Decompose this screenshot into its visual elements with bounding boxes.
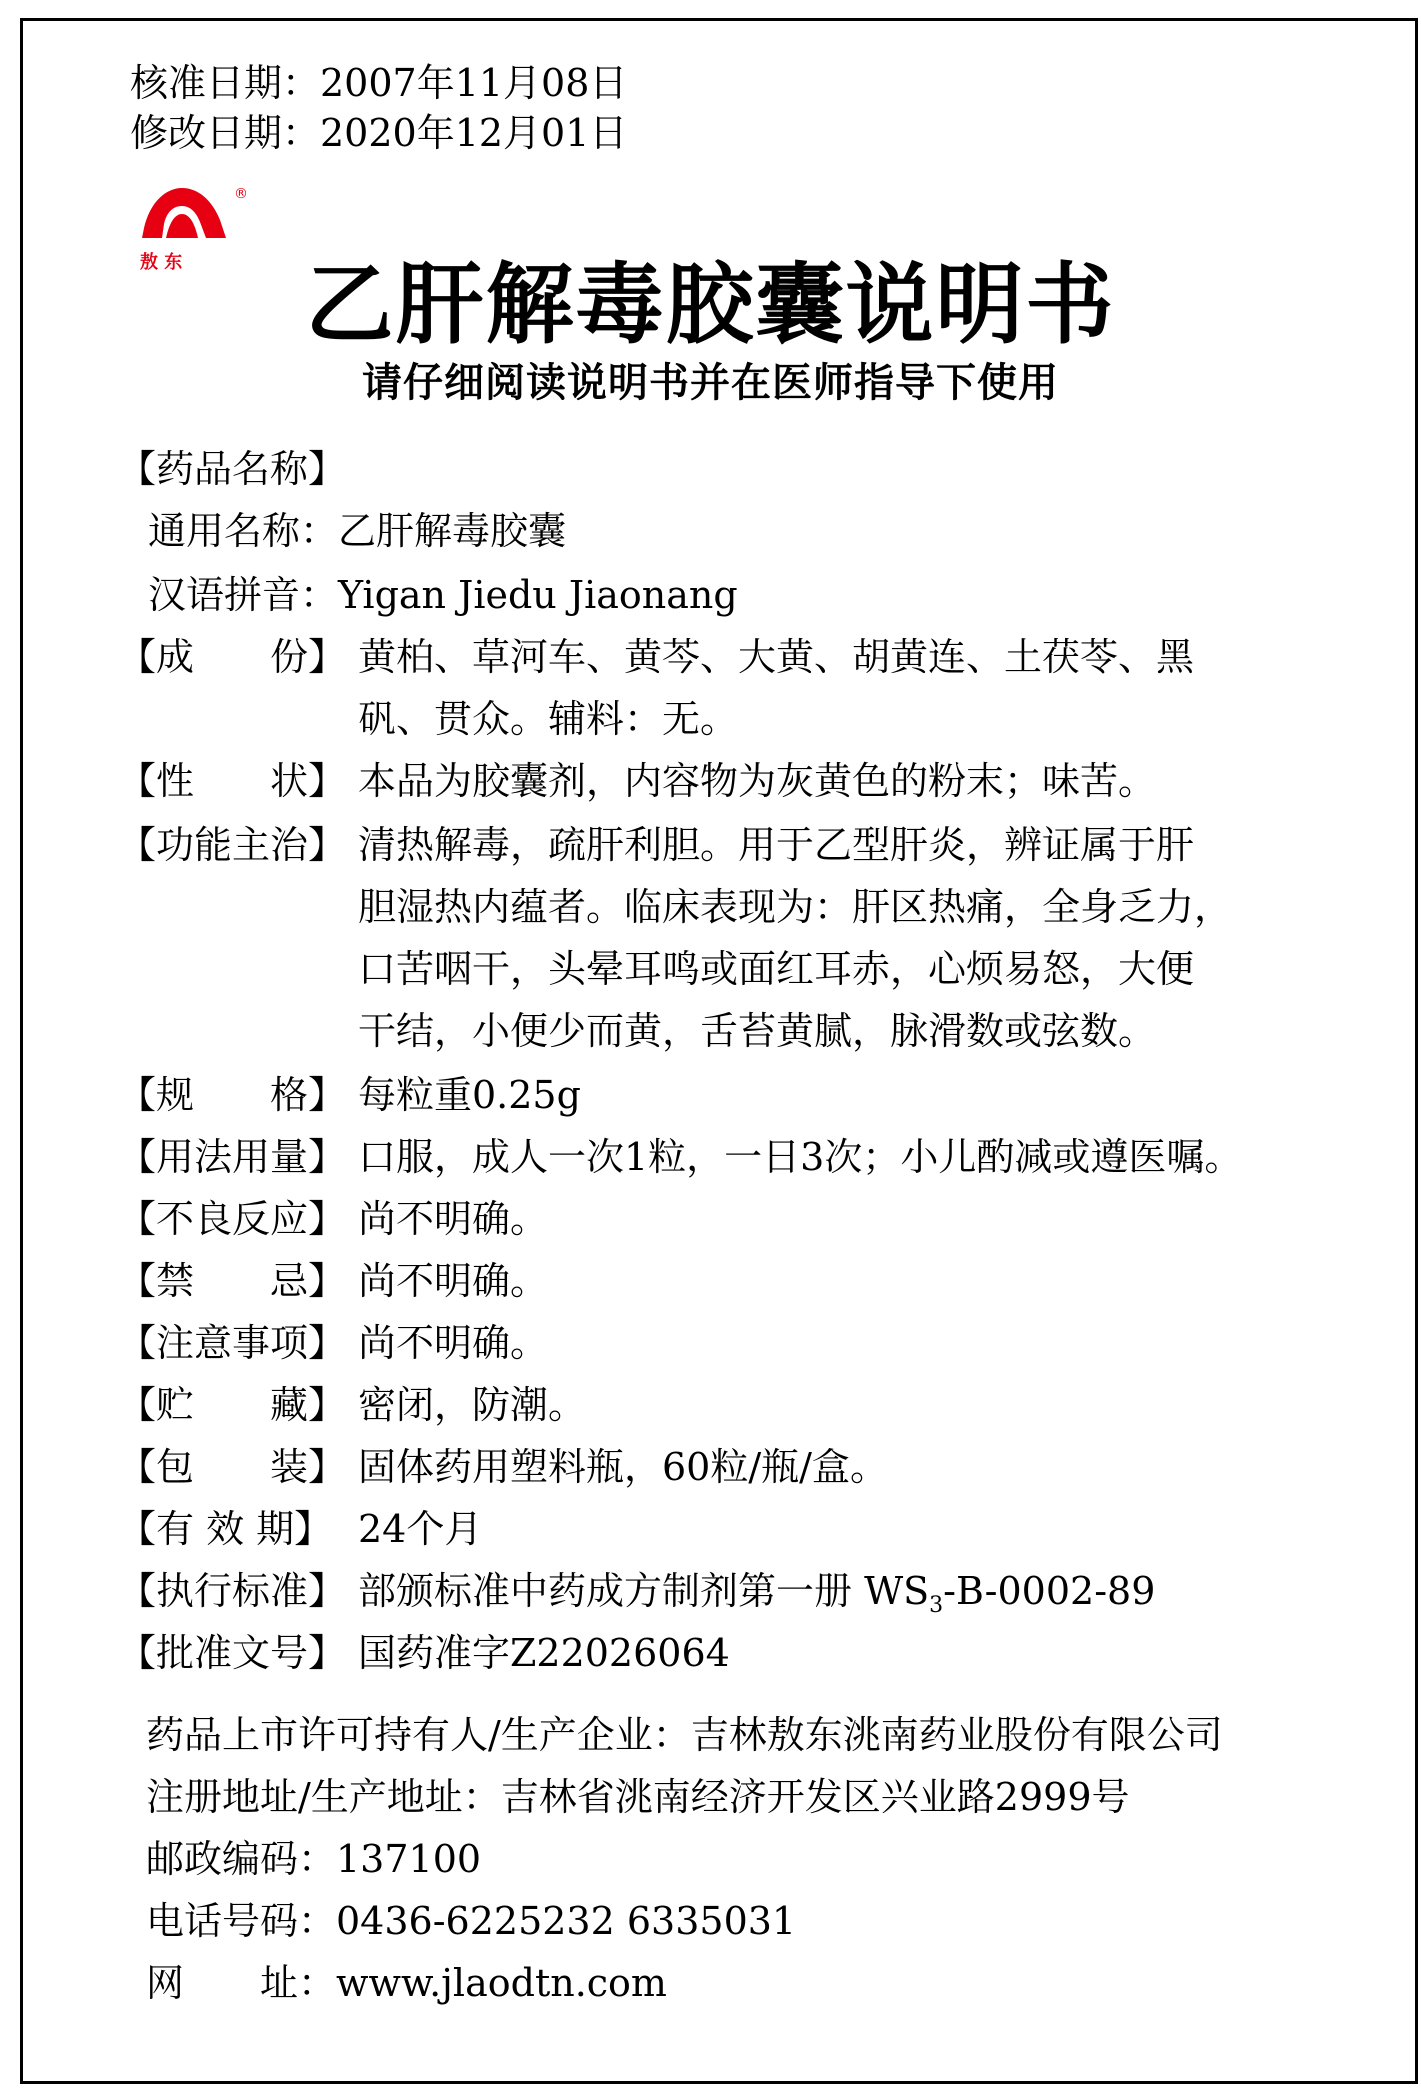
validity-value: 24个月 <box>358 1507 483 1551</box>
standard-subscript: 3 <box>929 1593 944 1618</box>
storage-label: 【贮 藏】 <box>118 1383 347 1427</box>
logo-text: 敖 东 <box>140 252 183 273</box>
company-phone: 电话号码：0436-6225232 6335031 <box>146 1899 797 1943</box>
indications-value <box>358 814 1418 1062</box>
properties-value: 本品为胶囊剂，内容物为灰黄色的粉末；味苦。 <box>358 759 1157 803</box>
indications-line-3: 口苦咽干，头晕耳鸣或面红耳赤，心烦易怒，大便 <box>358 947 1195 991</box>
standard-suffix: -B-0002-89 <box>943 1569 1156 1613</box>
package-value: 固体药用塑料瓶，60粒/瓶/盒。 <box>358 1445 888 1489</box>
adverse-value: 尚不明确。 <box>358 1197 549 1241</box>
ingredients-value <box>358 626 1418 750</box>
indications-line-2: 胆湿热内蕴者。临床表现为：肝区热痛，全身乏力， <box>358 885 1233 929</box>
validity-label: 【有 效 期】 <box>118 1507 333 1551</box>
registered-mark: ® <box>234 186 248 202</box>
approval-number-label: 【批准文号】 <box>118 1631 347 1675</box>
precautions-label: 【注意事项】 <box>118 1321 347 1365</box>
properties-label: 【性 状】 <box>118 759 347 803</box>
approval-date: 核准日期：2007年11月08日 <box>130 61 628 105</box>
drug-name-label: 【药品名称】 <box>118 447 347 491</box>
indications-line-1: 清热解毒，疏肝利胆。用于乙型肝炎，辨证属于肝 <box>358 823 1195 867</box>
contraindications-label: 【禁 忌】 <box>118 1259 347 1303</box>
approval-number-value: 国药准字Z22026064 <box>358 1631 730 1675</box>
page-subtitle: 请仔细阅读说明书并在医师指导下使用 <box>362 360 1059 406</box>
package-label: 【包 装】 <box>118 1445 347 1489</box>
company-website: 网 址：www.jlaodtn.com <box>146 1961 667 2005</box>
adverse-label: 【不良反应】 <box>118 1197 347 1241</box>
dosage-label: 【用法用量】 <box>118 1135 347 1179</box>
dosage-value: 口服，成人一次1粒，一日3次；小儿酌减或遵医嘱。 <box>358 1135 1243 1179</box>
contraindications-value: 尚不明确。 <box>358 1259 549 1303</box>
generic-name: 通用名称：乙肝解毒胶囊 <box>148 509 567 553</box>
specification-label: 【规 格】 <box>118 1073 347 1117</box>
ingredients-label: 【成 份】 <box>118 635 347 679</box>
ingredients-line-1: 黄柏、草河车、黄芩、大黄、胡黄连、土茯苓、黑 <box>358 635 1195 679</box>
company-address: 注册地址/生产地址：吉林省洮南经济开发区兴业路2999号 <box>146 1775 1130 1819</box>
pinyin-name: 汉语拼音：Yigan Jiedu Jiaonang <box>148 573 738 617</box>
standard-label: 【执行标准】 <box>118 1569 347 1613</box>
ingredients-line-2: 矾、贯众。辅料：无。 <box>358 697 739 741</box>
standard-prefix: 部颁标准中药成方制剂第一册 WS <box>358 1569 930 1613</box>
indications-label: 【功能主治】 <box>118 823 347 867</box>
company-postcode: 邮政编码：137100 <box>146 1837 482 1881</box>
page-title: 乙肝解毒胶囊说明书 <box>305 253 1116 356</box>
revision-date: 修改日期：2020年12月01日 <box>130 111 628 155</box>
specification-value: 每粒重0.25g <box>358 1073 581 1117</box>
indications-line-4: 干结，小便少而黄，舌苔黄腻，脉滑数或弦数。 <box>358 1009 1157 1053</box>
company-holder: 药品上市许可持有人/生产企业：吉林敖东洮南药业股份有限公司 <box>146 1713 1223 1757</box>
storage-value: 密闭，防潮。 <box>358 1383 587 1427</box>
precautions-value: 尚不明确。 <box>358 1321 549 1365</box>
